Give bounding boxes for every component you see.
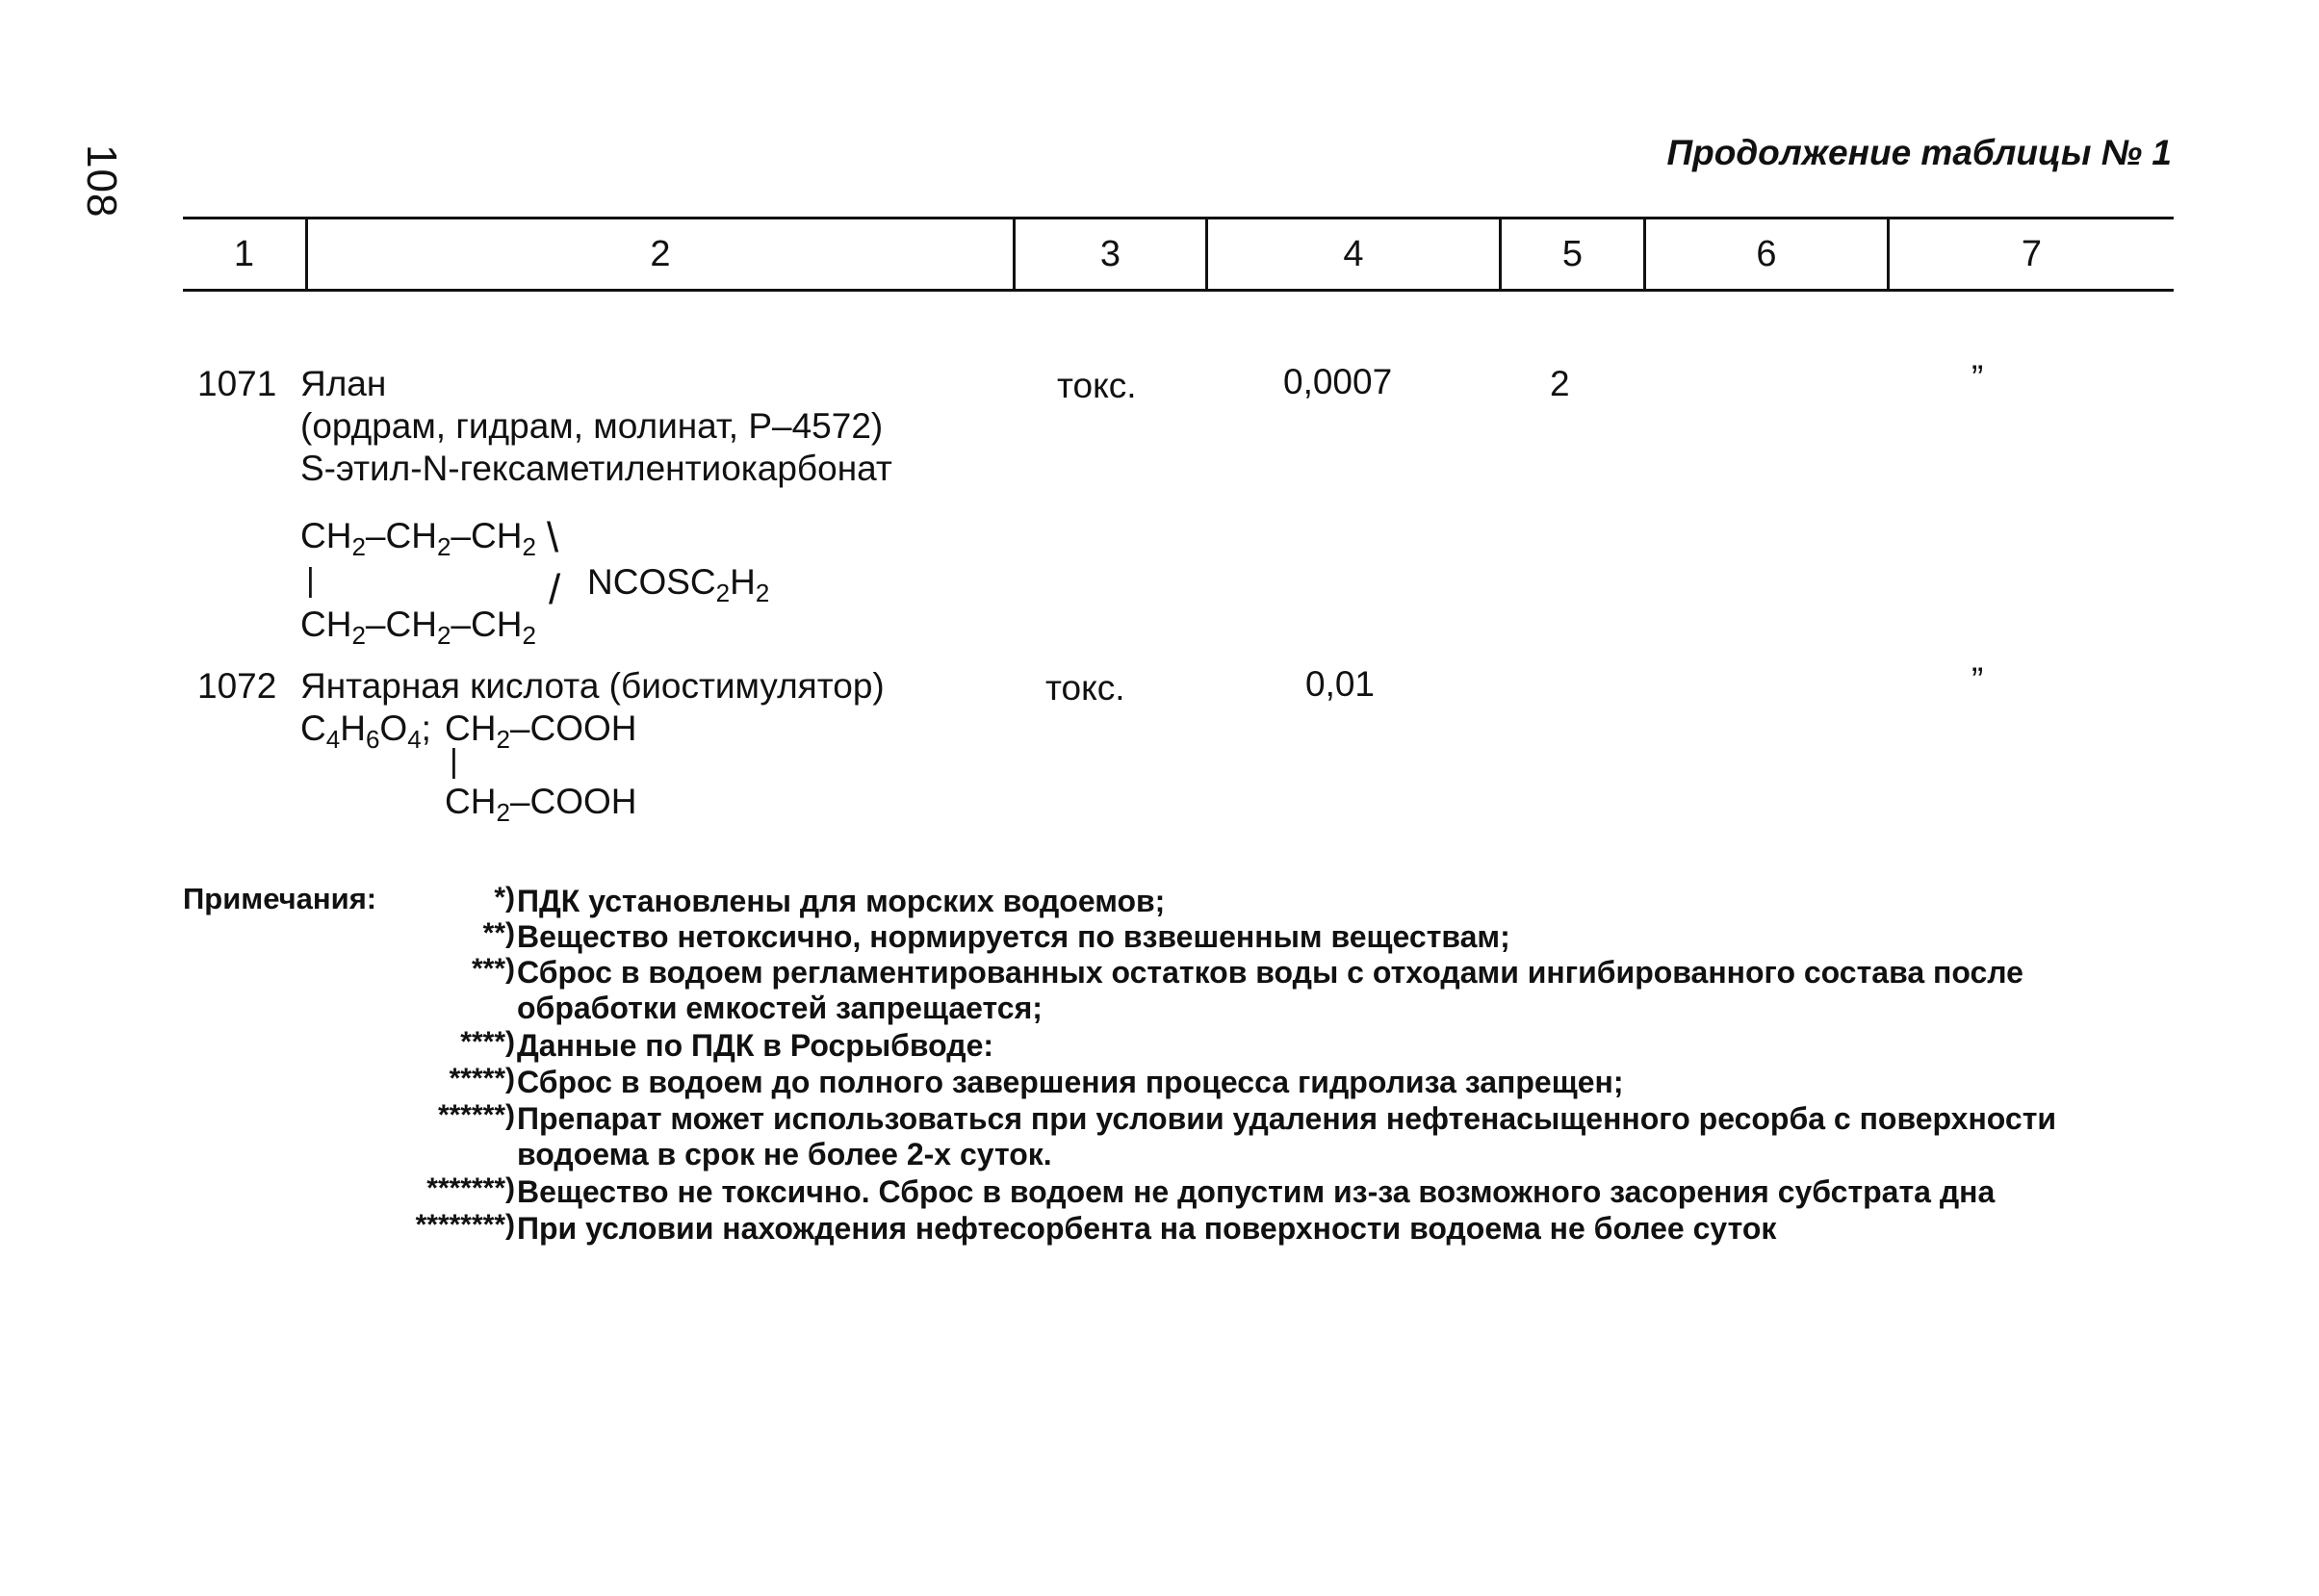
header-col-7: 7 bbox=[1887, 219, 2174, 289]
row-1071-chemical-name: S-этил-N-гексаметилентиокарбонат bbox=[300, 449, 892, 488]
row-1071-col4: 0,0007 bbox=[1283, 362, 1393, 401]
table-title: Продолжение таблицы № 1 bbox=[1666, 133, 2172, 172]
note-4: ****) Данные по ПДК в Росрыбводе: bbox=[460, 1026, 994, 1063]
header-col-4: 4 bbox=[1205, 219, 1499, 289]
row-1072-formula-top: $CH_2$–COOH bbox=[445, 708, 637, 754]
header-col-1: 1 bbox=[233, 233, 255, 274]
note-2: **) Вещество нетоксично, нормируется по взвешенным веществам; bbox=[482, 917, 1510, 954]
row-1072-name: Янтарная кислота (биостимулятор) bbox=[300, 666, 885, 706]
row-1071-col5: 2 bbox=[1550, 364, 1570, 403]
note-6: ******) Препарат может использоваться при условии удаления нефтенасыщенного ресорба с поверхности водоема в срок не более 2-х суток. bbox=[437, 1099, 2057, 1171]
row-1071-synonyms: (ордрам, гидрам, молинат, Р–4572) bbox=[300, 406, 884, 446]
row-1072-id: 1072 bbox=[197, 666, 277, 706]
row-1072-formula-bond: | bbox=[450, 743, 458, 780]
page-number: 108 bbox=[78, 144, 125, 219]
note-1: *) ПДК установлены для морских водоемов; bbox=[494, 882, 1166, 918]
note-7: *******) Вещество не токсично. Сброс в водоем не допустим из-за возможного засорения субстрата дна bbox=[426, 1172, 1996, 1209]
table-header bbox=[183, 217, 2174, 292]
row-1072-formula-bottom: $CH_2$–COOH bbox=[445, 782, 637, 827]
notes-label: Примечания: bbox=[183, 882, 377, 915]
row-1072-col4: 0,01 bbox=[1305, 664, 1376, 704]
header-col-3: 3 bbox=[1013, 219, 1205, 289]
header-col-2: 2 bbox=[305, 219, 1013, 289]
row-1072-col3: токс. bbox=[1045, 668, 1125, 708]
row-1071-formula-backslash: \ bbox=[547, 514, 559, 561]
row-1071-formula-bond: | bbox=[306, 562, 315, 599]
row-1072-col7: ” bbox=[1971, 660, 1984, 700]
row-1071-formula-group: $NCOSC_2H_2$ bbox=[587, 562, 770, 607]
row-1071-formula-bottom: $CH_2-CH_2-CH_2$ bbox=[300, 605, 536, 650]
row-1071-id: 1071 bbox=[197, 364, 277, 403]
header-col-5: 5 bbox=[1499, 219, 1643, 289]
row-1071-formula-top: $CH_2-CH_2-CH_2$ bbox=[300, 516, 536, 561]
row-1071-formula-slash: / bbox=[549, 566, 561, 613]
note-5: *****) Сброс в водоем до полного завершения процесса гидролиза запрещен; bbox=[449, 1063, 1624, 1099]
row-1071-col3: токс. bbox=[1057, 366, 1137, 405]
row-1072-formula-brutto: $C_4H_6O_4$; bbox=[300, 708, 431, 754]
header-col-6: 6 bbox=[1643, 219, 1887, 289]
note-3: ***) Сброс в водоем регламентированных остатков воды с отходами ингибированного состава после обработки емкостей запрещается; bbox=[471, 953, 2023, 1025]
note-8: ********) При условии нахождения нефтесорбента на поверхности водоема не более суток bbox=[415, 1209, 1777, 1246]
row-1071-col7: ” bbox=[1971, 358, 1984, 398]
row-1071-name: Ялан bbox=[300, 364, 387, 403]
